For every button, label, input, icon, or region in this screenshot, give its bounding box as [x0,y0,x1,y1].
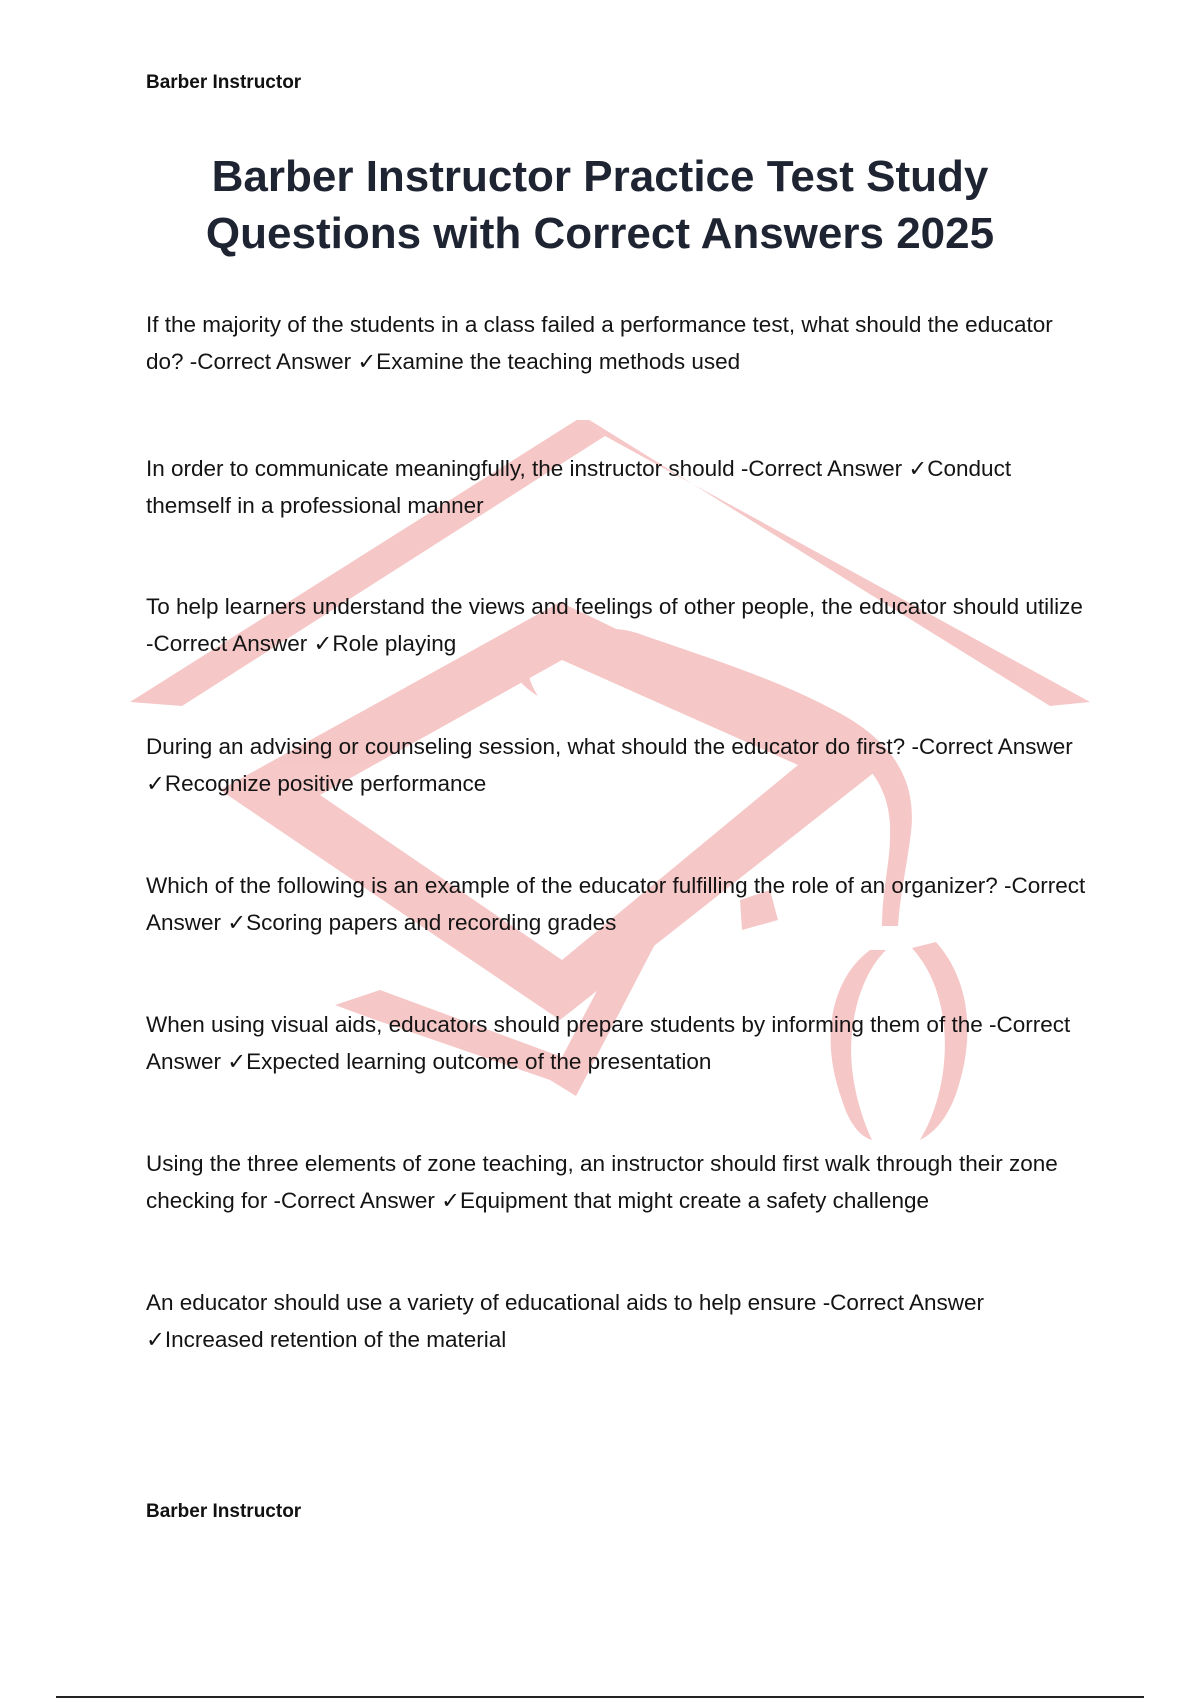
page-bottom-divider [56,1696,1144,1698]
running-footer: Barber Instructor [146,1501,302,1522]
title-line-2: Questions with Correct Answers 2025 [205,209,995,258]
running-header: Barber Instructor [146,72,302,93]
qa-item-1: If the majority of the students in a class failed a performance test, what should the educator do? -Correct Answer ✓Examine the teaching methods used [146,312,1053,374]
qa-item-6: When using visual aids, educators should prepare students by informing them of the -Correct Answer ✓Expected learning outcome of the presentation [146,1012,1071,1074]
document-title [100,148,1100,262]
qa-item-5: Which of the following is an example of the educator fulfilling the role of an organizer? -Correct Answer ✓Scoring papers and recording grades [146,873,1086,935]
title-line-1: Barber Instructor Practice Test Study [211,152,989,201]
qa-item-7: Using the three elements of zone teaching, an instructor should first walk through their zone checking for -Correct Answer ✓Equipment that might create a safety challenge [146,1151,1058,1213]
qa-item-8: An educator should use a variety of educational aids to help ensure -Correct Answer ✓Increased retention of the material [146,1290,984,1352]
qa-item-3: To help learners understand the views and feelings of other people, the educator should utilize -Correct Answer ✓Role playing [146,594,1083,656]
qa-item-4: During an advising or counseling session, what should the educator do first? -Correct Answer ✓Recognize positive performance [146,734,1073,796]
qa-item-2: In order to communicate meaningfully, the instructor should -Correct Answer ✓Conduct themself in a professional manner [146,456,1012,518]
